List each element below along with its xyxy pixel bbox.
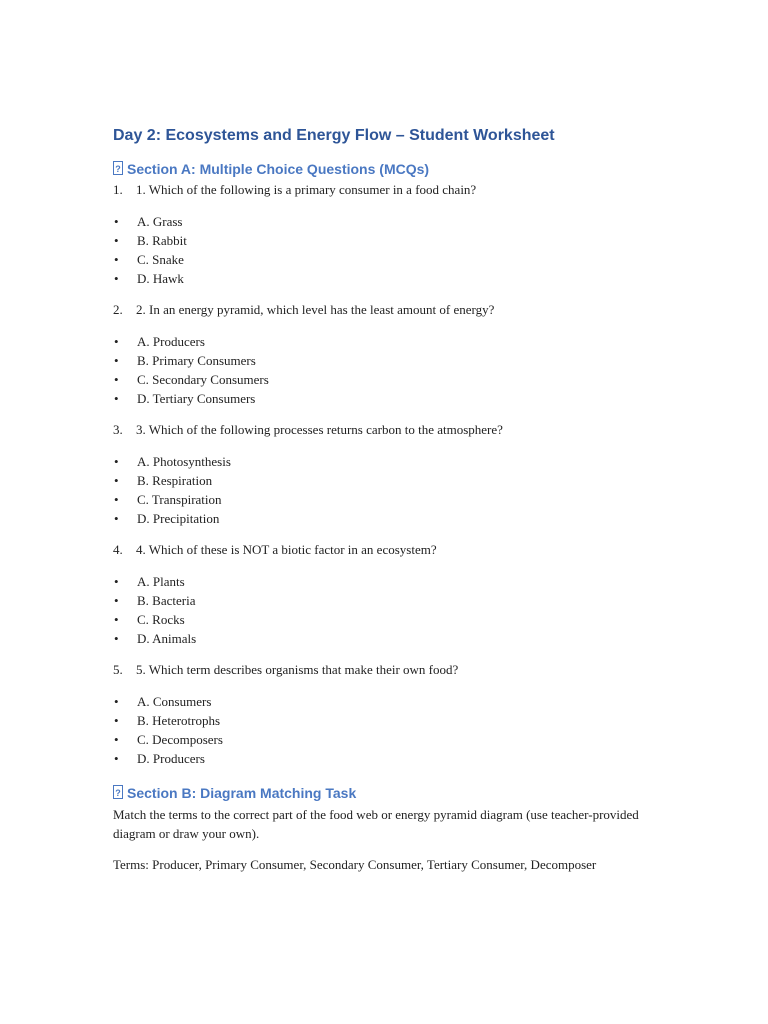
question-text: 5. Which term describes organisms that make their own food? bbox=[136, 662, 459, 677]
bullet-icon: • bbox=[114, 593, 119, 608]
option-item bbox=[113, 711, 653, 730]
option-text: D. Precipitation bbox=[137, 511, 220, 526]
option-item bbox=[113, 370, 653, 389]
bullet-icon: • bbox=[114, 252, 119, 267]
bullet-icon: • bbox=[114, 631, 119, 646]
option-item bbox=[113, 231, 653, 250]
options-list-1 bbox=[113, 212, 653, 288]
question-2 bbox=[113, 300, 653, 320]
question-block-1 bbox=[113, 180, 653, 288]
section-b-instructions: Match the terms to the correct part of the food web or energy pyramid diagram (use teacher-provided diagram or draw your own). bbox=[113, 807, 639, 841]
question-block-5 bbox=[113, 660, 653, 768]
bullet-icon: • bbox=[114, 694, 119, 709]
bullet-icon: • bbox=[114, 233, 119, 248]
option-item bbox=[113, 250, 653, 269]
question-text: 2. In an energy pyramid, which level has the least amount of energy? bbox=[136, 302, 495, 317]
question-block-4 bbox=[113, 540, 653, 648]
option-text: B. Heterotrophs bbox=[137, 713, 221, 728]
bullet-icon: • bbox=[114, 574, 119, 589]
option-item bbox=[113, 749, 653, 768]
question-number: 5. bbox=[113, 662, 123, 677]
option-item bbox=[113, 269, 653, 288]
option-text: C. Transpiration bbox=[137, 492, 222, 507]
bullet-icon: • bbox=[114, 713, 119, 728]
option-text: C. Secondary Consumers bbox=[137, 372, 269, 387]
section-a-heading bbox=[113, 159, 653, 179]
options-list-2 bbox=[113, 332, 653, 408]
bullet-icon: • bbox=[114, 372, 119, 387]
question-number: 2. bbox=[113, 302, 123, 317]
option-item bbox=[113, 591, 653, 610]
question-3 bbox=[113, 420, 653, 440]
question-number: 1. bbox=[113, 182, 123, 197]
options-list-3 bbox=[113, 452, 653, 528]
question-1 bbox=[113, 180, 653, 200]
option-text: D. Animals bbox=[137, 631, 197, 646]
question-block-3 bbox=[113, 420, 653, 528]
option-item bbox=[113, 332, 653, 351]
missing-glyph-icon bbox=[113, 785, 123, 799]
option-item bbox=[113, 471, 653, 490]
option-item bbox=[113, 692, 653, 711]
option-text: B. Respiration bbox=[137, 473, 213, 488]
section-b-heading bbox=[113, 783, 653, 803]
option-text: A. Plants bbox=[137, 574, 185, 589]
question-text: 1. Which of the following is a primary consumer in a food chain? bbox=[136, 182, 477, 197]
bullet-icon: • bbox=[114, 751, 119, 766]
bullet-icon: • bbox=[114, 334, 119, 349]
option-item bbox=[113, 610, 653, 629]
option-text: C. Decomposers bbox=[137, 732, 223, 747]
option-text: C. Rocks bbox=[137, 612, 185, 627]
options-list-4 bbox=[113, 572, 653, 648]
bullet-icon: • bbox=[114, 473, 119, 488]
bullet-icon: • bbox=[114, 612, 119, 627]
bullet-icon: • bbox=[114, 271, 119, 286]
option-item bbox=[113, 572, 653, 591]
option-item bbox=[113, 351, 653, 370]
bullet-icon: • bbox=[114, 391, 119, 406]
worksheet-title: Day 2: Ecosystems and Energy Flow – Student Worksheet bbox=[113, 127, 555, 144]
question-4 bbox=[113, 540, 653, 560]
option-item bbox=[113, 509, 653, 528]
bullet-icon: • bbox=[114, 454, 119, 469]
section-b-heading-text: Section B: Diagram Matching Task bbox=[127, 785, 357, 801]
option-item bbox=[113, 389, 653, 408]
option-text: D. Tertiary Consumers bbox=[137, 391, 256, 406]
bullet-icon: • bbox=[114, 492, 119, 507]
option-item bbox=[113, 452, 653, 471]
question-number: 3. bbox=[113, 422, 123, 437]
option-item bbox=[113, 212, 653, 231]
option-item bbox=[113, 629, 653, 648]
question-number: 4. bbox=[113, 542, 123, 557]
missing-glyph-icon bbox=[113, 161, 123, 175]
option-text: A. Photosynthesis bbox=[137, 454, 231, 469]
bullet-icon: • bbox=[114, 511, 119, 526]
option-text: A. Grass bbox=[137, 214, 183, 229]
question-block-2 bbox=[113, 300, 653, 408]
bullet-icon: • bbox=[114, 214, 119, 229]
bullet-icon: • bbox=[114, 353, 119, 368]
section-b-terms: Terms: Producer, Primary Consumer, Secondary Consumer, Tertiary Consumer, Decomposer bbox=[113, 857, 597, 872]
option-text: C. Snake bbox=[137, 252, 184, 267]
option-text: B. Primary Consumers bbox=[137, 353, 256, 368]
option-text: D. Hawk bbox=[137, 271, 184, 286]
option-text: B. Bacteria bbox=[137, 593, 196, 608]
options-list-5 bbox=[113, 692, 653, 768]
option-text: D. Producers bbox=[137, 751, 205, 766]
option-text: A. Producers bbox=[137, 334, 205, 349]
section-a-heading-text: Section A: Multiple Choice Questions (MCQs) bbox=[127, 161, 430, 177]
question-5 bbox=[113, 660, 653, 680]
worksheet-page bbox=[113, 124, 653, 874]
question-text: 3. Which of the following processes returns carbon to the atmosphere? bbox=[136, 422, 503, 437]
option-text: B. Rabbit bbox=[137, 233, 187, 248]
bullet-icon: • bbox=[114, 732, 119, 747]
question-text: 4. Which of these is NOT a biotic factor in an ecosystem? bbox=[136, 542, 437, 557]
option-text: A. Consumers bbox=[137, 694, 212, 709]
option-item bbox=[113, 730, 653, 749]
option-item bbox=[113, 490, 653, 509]
